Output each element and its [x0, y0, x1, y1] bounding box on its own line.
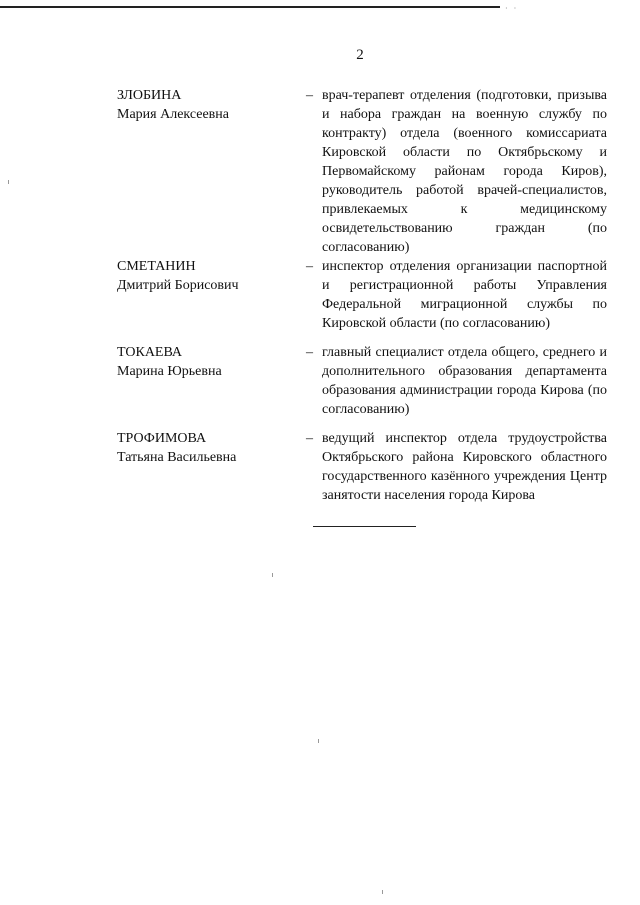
given-name: Дмитрий Борисович: [117, 278, 239, 293]
surname: ЗЛОБИНА: [117, 88, 182, 103]
page-number: 2: [356, 47, 364, 63]
dash: –: [306, 259, 313, 274]
scan-speck: [318, 739, 319, 743]
scan-speck: [8, 180, 9, 184]
person-name: [117, 257, 292, 295]
scan-speck: [382, 890, 383, 894]
scan-artifact: · ·: [505, 4, 519, 13]
scan-speck: [272, 573, 273, 577]
surname: ТРОФИМОВА: [117, 431, 207, 446]
position-description: главный специалист отдела общего, среднего и дополнительного образования департамента образования администрации города Кирова (по согласованию): [322, 345, 607, 417]
dash: –: [306, 431, 313, 446]
position-description: инспектор отделения организации паспортной и регистрационной работы Управления Федеральной миграционной службы по Кировской области (по согласованию): [322, 259, 607, 331]
person-name: [117, 86, 292, 124]
person-name: [117, 429, 292, 467]
given-name: Татьяна Васильевна: [117, 450, 237, 465]
given-name: Марина Юрьевна: [117, 364, 222, 379]
end-rule: [313, 526, 416, 527]
surname: ТОКАЕВА: [117, 345, 183, 360]
person-name: [117, 343, 292, 381]
dash: –: [306, 345, 313, 360]
given-name: Мария Алексеевна: [117, 107, 229, 122]
top-border-rule: [0, 6, 500, 8]
dash: –: [306, 88, 313, 103]
position-description: врач-терапевт отделения (подготовки, призыва и набора граждан на военную службу по контракту) отдела (военного комиссариата Кировской области по Октябрьскому и Первомайскому районам города Киров), руководитель работой врачей-специалистов, привлекаемых к медицинскому освидетельствованию граждан (по согласованию): [322, 88, 607, 255]
position-description: ведущий инспектор отдела трудоустройства Октябрьского района Кировского областного государственного казённого учреждения Центр занятости населения города Кирова: [322, 431, 607, 503]
surname: СМЕТАНИН: [117, 259, 196, 274]
